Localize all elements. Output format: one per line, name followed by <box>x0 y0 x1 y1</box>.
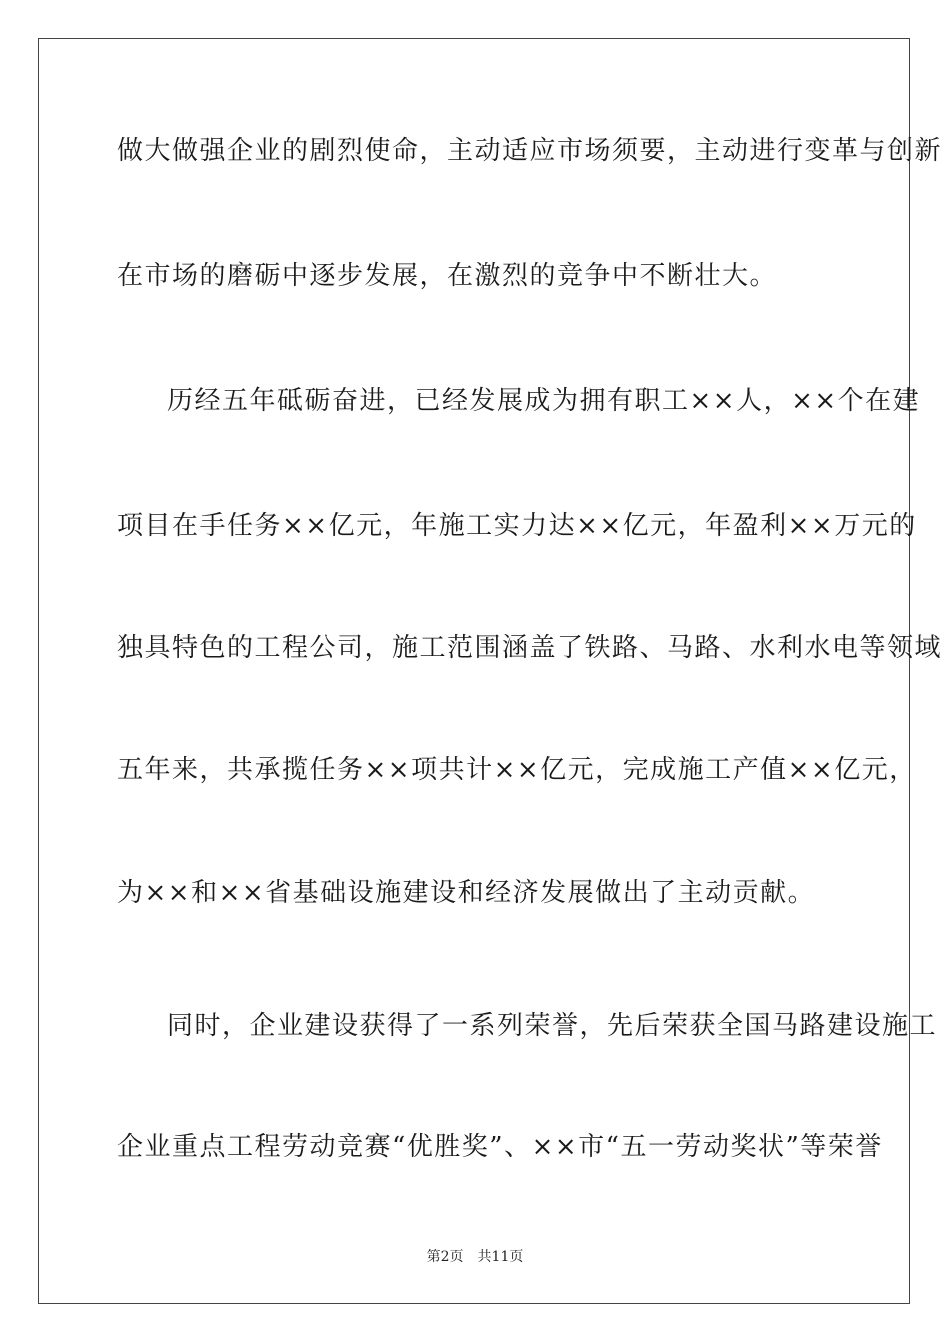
page-border <box>38 38 943 1304</box>
text-line-1: 做大做强企业的剧烈使命，主动适应市场须要，主动进行变革与创新 <box>117 136 943 166</box>
page-number: 第2页 <box>426 1249 464 1265</box>
page-total: 共11页 <box>477 1249 524 1265</box>
text-line-7: 为××和××省基础设施建设和经济发展做出了主动贡献。 <box>117 878 816 908</box>
text-line-6: 五年来，共承揽任务××项共计××亿元，完成施工产值××亿元， <box>117 755 917 785</box>
text-line-2: 在市场的磨砺中逐步发展，在激烈的竞争中不断壮大。 <box>117 261 778 291</box>
text-line-4: 项目在手任务××亿元，年施工实力达××亿元，年盈利××万元的 <box>117 511 917 541</box>
text-line-5: 独具特色的工程公司，施工范围涵盖了铁路、马路、水利水电等领域 <box>117 633 943 663</box>
text-line-3: 历经五年砥砺奋进，已经发展成为拥有职工××人，××个在建 <box>167 386 921 416</box>
text-line-8: 同时，企业建设获得了一系列荣誉，先后荣获全国马路建设施工 <box>167 1011 938 1041</box>
page-footer <box>0 1249 950 1265</box>
text-line-9: 企业重点工程劳动竞赛“优胜奖”、××市“五一劳动奖状”等荣誉 <box>117 1132 883 1162</box>
